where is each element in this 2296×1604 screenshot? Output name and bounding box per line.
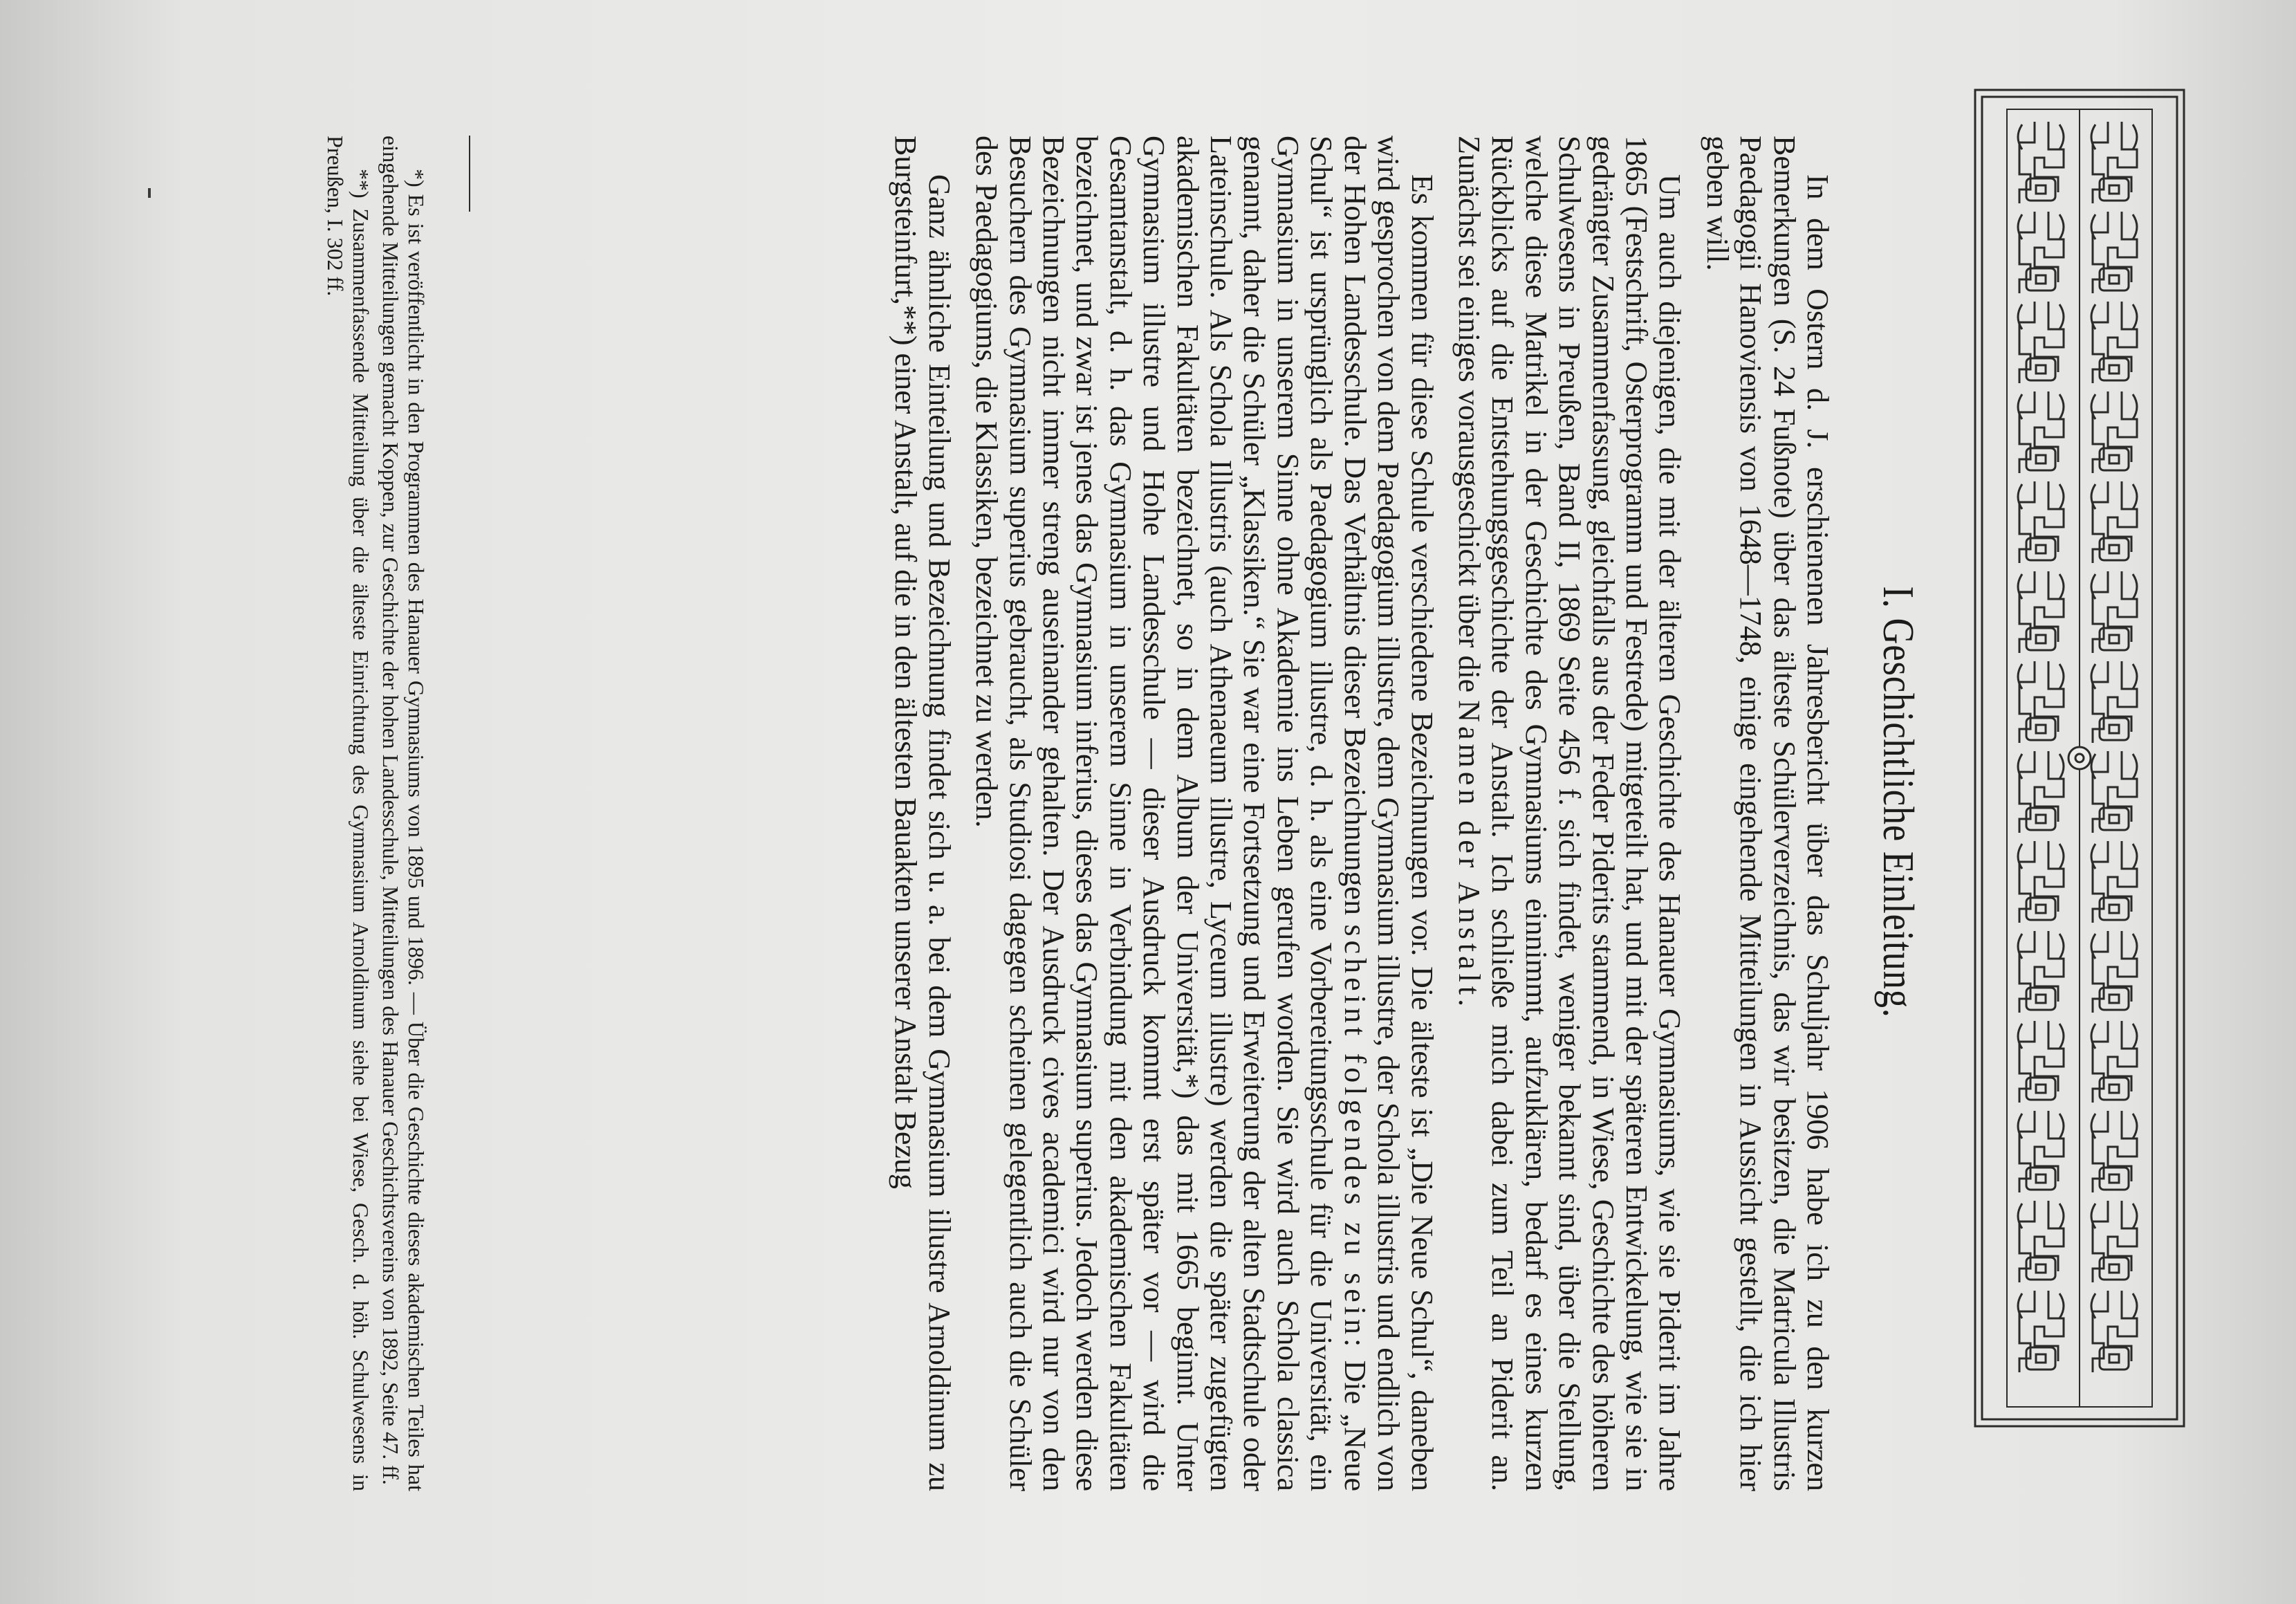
spaced-emphasis: Namen der Anstalt.: [1452, 700, 1486, 1011]
footnote-rule: [469, 136, 470, 212]
paragraph: Es kommen für diese Schule verschiedene Bezeichnungen vor. Die älteste ist „Die Neue Schul“, daneben wird gesprochen von dem Paedagogium illustre, dem Gymnasium illustre, der Schola illustris und endlich von der Hohen Landesschule. Das Verhältnis dieser Bezeichnungen scheint folgendes zu sein: Die „Neue Schul“ ist ursprünglich als Paedagogium illustre, d. h. als eine Vorbereitungsschule für die Universität, ein Gymnasium in unserem Sinne ohne Akademie ins Leben gerufen worden. Sie wird auch Schola classica genannt, daher die Schüler „Klassiken.“ Sie war eine Fortsetzung und Erweiterung der alten Stadtschule oder Lateinschule. Als Schola Illustris (auch Athenaeum illustre, Lyceum illustre) werden die später zugefügten akademischen Fakultäten bezeichnet, so in dem Album der Universität,*) das mit 1665 beginnt. Unter Gymnasium illustre und Hohe Landesschule — dieser Ausdruck kommt erst später vor — wird die Gesamtanstalt, d. h. das Gymnasium in unserem Sinne in Verbindung mit den akademischen Fakultäten bezeichnet, und zwar ist jenes das Gymnasium inferius, dieses das Gymnasium superius. Jedoch werden diese Bezeichnungen nicht immer streng auseinander gehalten. Der Ausdruck cives academici wird nur von den Besuchern des Gymnasium superius gebraucht, als Studiosi dagegen scheinen gelegentlich auch die Schüler des Paedagogiums, die Klassiken, bezeichnet zu werden.: [970, 136, 1439, 1492]
footnotes: [322, 136, 429, 1491]
footnote: **) Zusammenfassende Mitteilung über die älteste Einrichtung des Gymnasium Arnoldinum siehe bei Wiese, Gesch. d. höh. Schulwesens in Preußen, I. 302 ff.: [323, 136, 373, 1491]
spaced-emphasis: scheint folgendes zu sein:: [1337, 924, 1372, 1352]
section-heading: I. Geschichtliche Einleitung.: [1874, 586, 1923, 1018]
decorative-ornament-border: [1974, 89, 2185, 1428]
paragraph: Um auch diejenigen, die mit der älteren Geschichte des Hanauer Gymnasiums, wie sie Piderit im Jahre 1865 (Festschrift, Osterprogramm und Festrede) mitgeteilt hat, und mit der späteren Entwickelung, wie sie in gedrängter Zusammenfassung, gleichfalls aus der Feder Piderits stammend, in Wiese, Geschichte des höheren Schulwesens in Preußen, Band II, 1869 Seite 456 f. sich findet, weniger bekannt sind, über die Stellung, welche diese Matrikel in der Geschichte des Gymnasiums einnimmt, aufzuklären, bedarf es eines kurzen Rückblicks auf die Entstehungsgeschichte der Anstalt. Ich schließe mich dabei zum Teil an Piderit an. Zunächst sei einiges vorausgeschickt über die Namen der Anstalt.: [1452, 136, 1687, 1491]
body-text: [889, 136, 1834, 1491]
footnote: *) Es ist veröffentlicht in den Programmen des Hanauer Gymnasiums von 1895 und 1896. — Über die Geschichte dieses akademischen Teiles hat eingehende Mitteilungen gemacht Koppen, zur Geschichte der hohen Landesschule, Mitteilungen des Hanauer Geschichtsvereins von 1892, Seite 47. ff.: [378, 136, 429, 1491]
paragraph: Ganz ähnliche Einteilung und Bezeichnung findet sich u. a. bei dem Gymnasium illustre Arnoldinum zu Burgsteinfurt,**) einer Anstalt, auf die in den ältesten Bauakten unserer Anstalt Bezug: [889, 136, 956, 1491]
paragraph: In dem Ostern d. J. erschienenen Jahresbericht über das Schuljahr 1906 habe ich zu den kurzen Bemerkungen (S. 24 Fußnote) über das älteste Schülerverzeichnis, das wir besitzen, die Matricula Illustris Paedagogii Hanoviensis von 1648—1748, einige eingehende Mitteilungen in Aussicht gestellt, die ich hier geben will.: [1700, 136, 1835, 1491]
